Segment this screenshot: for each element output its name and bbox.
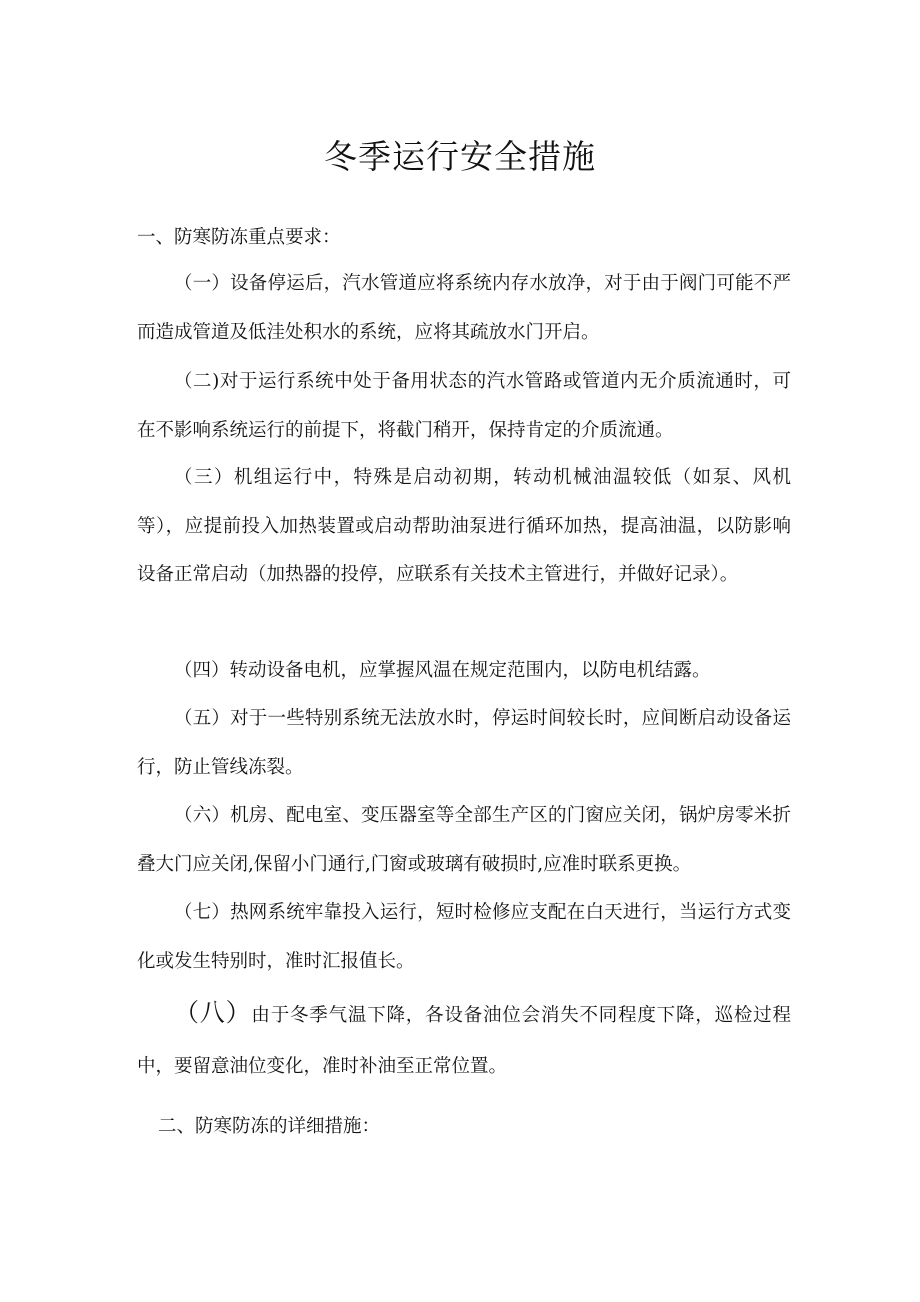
- list-item-7: [137, 889, 791, 986]
- item-number: （四）: [174, 660, 230, 681]
- item-number: （一）: [174, 273, 231, 294]
- item-number: （八）: [174, 998, 252, 1027]
- item-text: 对于运行系统中处于备用状态的汽水管路或管道内无介质流通时，可在不影响系统运行的前提下，将截门稍开，保持肯定的介质流通。: [137, 371, 791, 441]
- list-item-5: [137, 695, 791, 792]
- item-text: 转动设备电机，应掌握风温在规定范围内，以防电机结露。: [229, 660, 711, 681]
- item-number: （六）: [174, 805, 231, 826]
- item-text: 设备停运后，汽水管道应将系统内存水放净，对于由于阀门可能不严而造成管道及低洼处积水的系统，应将其疏放水门开启。: [137, 273, 791, 343]
- item-text: 机房、配电室、变压器室等全部生产区的门窗应关闭，锅炉房零米折叠大门应关闭,保留小门通行,门窗或玻璃有破损时,应准时联系更换。: [137, 805, 791, 875]
- list-item-2: [137, 358, 791, 455]
- item-text: 机组运行中，特殊是启动初期，转动机械油温较低（如泵、风机等），应提前投入加热装置或启动帮助油泵进行循环加热，提高油温，以防影响设备正常启动（加热器的投停，应联系有关技术主管进行，并做好记录）。: [137, 467, 791, 585]
- list-item-3: [137, 454, 791, 600]
- list-item-8: [137, 987, 791, 1092]
- item-number: （三）: [174, 467, 234, 488]
- item-number: （七）: [174, 902, 231, 923]
- section-heading-2: 二、防寒防冻的详细措施：: [158, 1116, 381, 1137]
- list-item-4: [137, 647, 791, 696]
- item-number: （二): [174, 371, 220, 392]
- item-text: 热网系统牢靠投入运行，短时检修应支配在白天进行，当运行方式变化或发生特别时，准时汇报值长。: [137, 902, 791, 972]
- document-title: 冬季运行安全措施: [324, 137, 596, 176]
- item-text: 由于冬季气温下降，各设备油位会消失不同程度下降，巡检过程中，要留意油位变化，准时补油至正常位置。: [137, 1005, 791, 1077]
- item-number: （五）: [174, 708, 231, 729]
- item-text: 对于一些特别系统无法放水时，停运时间较长时，应间断启动设备运行，防止管线冻裂。: [137, 708, 791, 778]
- list-item-1: [137, 260, 791, 357]
- section-heading-1: 一、防寒防冻重点要求：: [137, 227, 341, 248]
- list-item-6: [137, 792, 791, 889]
